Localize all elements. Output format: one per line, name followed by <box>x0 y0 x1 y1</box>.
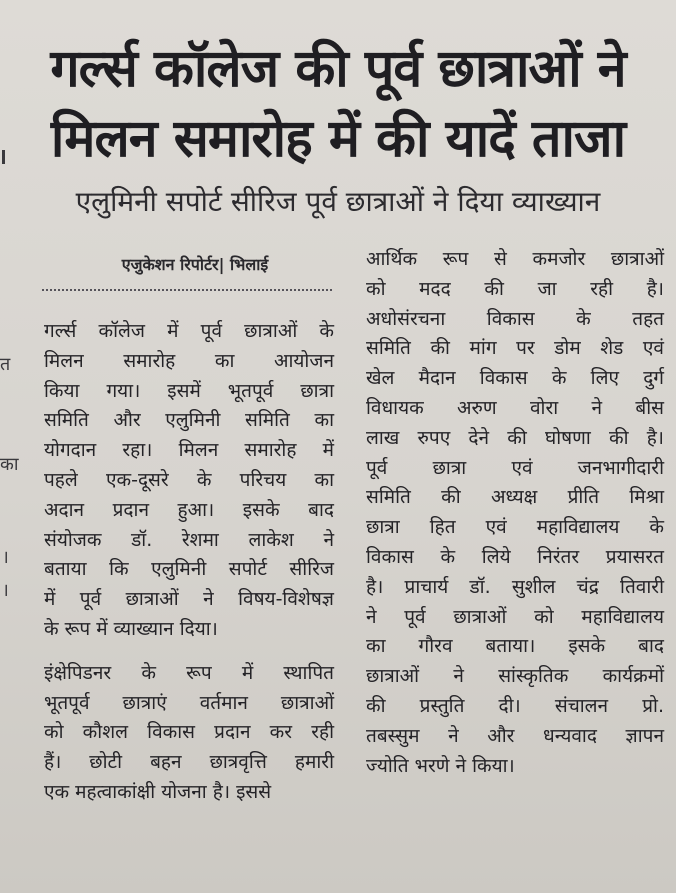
article-line: समिति की अध्यक्ष प्रीति मिश्रा <box>366 486 664 509</box>
article-line: पूर्व छात्रा एवं जनभागीदारी <box>366 456 664 479</box>
article-line: इंक्षेपिडनर के रूप में स्थापित <box>44 661 334 684</box>
article-column-1 <box>44 317 334 808</box>
article-line: बताया कि एलुमिनी सपोर्ट सीरिज <box>44 558 334 581</box>
article-line: के रूप में व्याख्यान दिया। <box>44 617 218 640</box>
article-line: किया गया। इसमें भूतपूर्व छात्रा <box>44 379 334 402</box>
article-line: समिति और एलुमिनी समिति का <box>44 409 334 432</box>
article-line: को कौशल विकास प्रदान कर रही <box>44 721 334 744</box>
article-line: अदान प्रदान हुआ। इसके बाद <box>44 498 334 521</box>
subheadline: एलुमिनी सपोर्ट सीरिज पूर्व छात्राओं ने दिया व्याख्यान <box>75 185 601 218</box>
byline-divider <box>42 289 332 291</box>
article-line: भूतपूर्व छात्राएं वर्तमान छात्राओं <box>44 691 334 714</box>
article-line: समिति की मांग पर डोम शेड एवं <box>366 337 664 360</box>
byline: एजुकेशन रिपोर्टर| भिलाई <box>121 255 269 274</box>
article-line: छात्राओं ने सांस्कृतिक कार्यक्रमों <box>366 665 664 688</box>
headline-line-1: गर्ल्स कॉलेज की पूर्व छात्राओं ने <box>50 39 626 99</box>
article-line: को मदद की जा रही है। <box>366 277 664 300</box>
headline-line-2: मिलन समारोह में की यादें ताजा <box>50 109 626 169</box>
article-line: पहले एक-दूसरे के परिचय का <box>44 468 334 491</box>
article-line: मिलन समारोह का आयोजन <box>44 349 334 372</box>
article-line: विधायक अरुण वोरा ने बीस <box>366 396 664 419</box>
article-line: खेल मैदान विकास के लिए दुर्ग <box>366 367 664 390</box>
article-line: योगदान रहा। मिलन समारोह में <box>44 439 334 462</box>
article-line: विकास के लिये निरंतर प्रयासरत <box>366 545 664 568</box>
article-line: की प्रस्तुति दी। संचालन प्रो. <box>366 694 664 717</box>
article-line: का गौरव बताया। इसके बाद <box>366 635 664 658</box>
article-line: आर्थिक रूप से कमजोर छात्राओं <box>366 248 664 270</box>
edge-fragment: । <box>2 547 9 568</box>
article-line: गर्ल्स कॉलेज में पूर्व छात्राओं के <box>44 320 334 342</box>
article-line: लाख रुपए देने की घोषणा की है। <box>366 426 664 449</box>
article-line: तबस्सुम ने और धन्यवाद ज्ञापन <box>366 724 664 747</box>
article-column-2 <box>366 245 664 781</box>
article-line: ज्योति भरणे ने किया। <box>366 754 515 777</box>
article-line: हैं। छोटी बहन छात्रवृत्ति हमारी <box>44 751 334 774</box>
edge-fragment: त <box>0 354 11 375</box>
article-line: ने पूर्व छात्राओं को महाविद्यालय <box>366 605 664 628</box>
article-line: एक महत्वाकांक्षी योजना है। इससे <box>44 780 272 803</box>
article-line: संयोजक डॉ. रेशमा लाकेश ने <box>44 528 334 551</box>
edge-fragment: का <box>0 454 19 475</box>
article-line: छात्रा हित एवं महाविद्यालय के <box>366 516 664 539</box>
article-line: में पूर्व छात्राओं ने विषय-विशेषज्ञ <box>44 588 334 611</box>
article-line: अधोसंरचना विकास के तहत <box>366 307 664 330</box>
article-line: है। प्राचार्य डॉ. सुशील चंद्र तिवारी <box>366 575 664 598</box>
edge-fragment: । <box>2 580 9 601</box>
